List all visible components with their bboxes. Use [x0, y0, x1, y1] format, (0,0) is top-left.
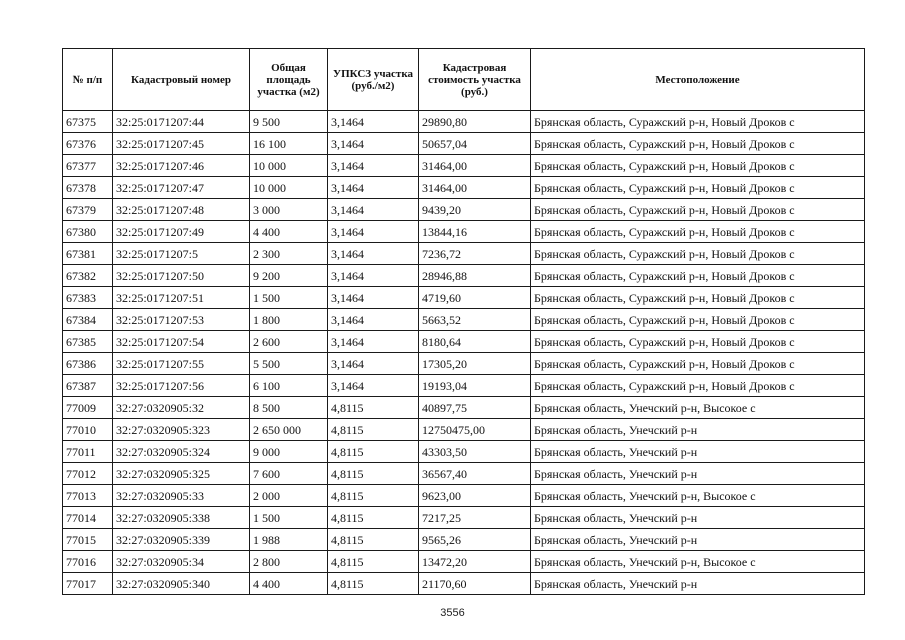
- cell-cadastral-number: 32:27:0320905:323: [113, 419, 250, 441]
- table-row: [63, 419, 865, 441]
- cell-value: 7217,25: [419, 507, 531, 529]
- cell-value: 36567,40: [419, 463, 531, 485]
- cell-value: 50657,04: [419, 133, 531, 155]
- table-row: [63, 331, 865, 353]
- table-row: [63, 397, 865, 419]
- cell-area: 5 500: [250, 353, 328, 375]
- cell-upksz: 4,8115: [328, 551, 419, 573]
- table-row: [63, 243, 865, 265]
- cell-area: 4 400: [250, 221, 328, 243]
- cell-row-number: 67385: [63, 331, 113, 353]
- cell-cadastral-number: 32:27:0320905:338: [113, 507, 250, 529]
- cell-upksz: 4,8115: [328, 419, 419, 441]
- cell-upksz: 3,1464: [328, 287, 419, 309]
- table-row: [63, 375, 865, 397]
- cell-upksz: 4,8115: [328, 463, 419, 485]
- table-row: [63, 507, 865, 529]
- cell-upksz: 3,1464: [328, 265, 419, 287]
- cell-value: 28946,88: [419, 265, 531, 287]
- cell-row-number: 77014: [63, 507, 113, 529]
- cell-cadastral-number: 32:25:0171207:53: [113, 309, 250, 331]
- cell-row-number: 77017: [63, 573, 113, 595]
- cell-area: 1 800: [250, 309, 328, 331]
- cell-area: 2 800: [250, 551, 328, 573]
- cell-value: 8180,64: [419, 331, 531, 353]
- cell-row-number: 77012: [63, 463, 113, 485]
- table-row: [63, 133, 865, 155]
- cell-value: 29890,80: [419, 111, 531, 133]
- cell-upksz: 4,8115: [328, 507, 419, 529]
- cell-value: 40897,75: [419, 397, 531, 419]
- cell-area: 2 600: [250, 331, 328, 353]
- cell-row-number: 67384: [63, 309, 113, 331]
- cell-upksz: 3,1464: [328, 177, 419, 199]
- cell-cadastral-number: 32:27:0320905:340: [113, 573, 250, 595]
- table-row: [63, 441, 865, 463]
- cell-location: Брянская область, Суражский р-н, Новый Дроков с: [531, 287, 865, 309]
- cell-area: 9 500: [250, 111, 328, 133]
- cell-area: 2 300: [250, 243, 328, 265]
- cell-row-number: 77015: [63, 529, 113, 551]
- cell-cadastral-number: 32:25:0171207:56: [113, 375, 250, 397]
- cell-location: Брянская область, Унечский р-н: [531, 419, 865, 441]
- cell-location: Брянская область, Суражский р-н, Новый Дроков с: [531, 177, 865, 199]
- cell-row-number: 77010: [63, 419, 113, 441]
- cell-location: Брянская область, Унечский р-н, Высокое с: [531, 485, 865, 507]
- cell-row-number: 67375: [63, 111, 113, 133]
- header-location: Местоположение: [531, 49, 865, 111]
- cell-value: 31464,00: [419, 177, 531, 199]
- cell-upksz: 3,1464: [328, 221, 419, 243]
- cell-location: Брянская область, Унечский р-н: [531, 507, 865, 529]
- cell-value: 4719,60: [419, 287, 531, 309]
- cell-location: Брянская область, Унечский р-н: [531, 463, 865, 485]
- table-row: [63, 155, 865, 177]
- cell-area: 10 000: [250, 177, 328, 199]
- table-row: [63, 309, 865, 331]
- cell-location: Брянская область, Унечский р-н: [531, 573, 865, 595]
- cell-location: Брянская область, Суражский р-н, Новый Дроков с: [531, 243, 865, 265]
- table-header-row: [63, 49, 865, 111]
- cell-upksz: 4,8115: [328, 485, 419, 507]
- cell-upksz: 3,1464: [328, 133, 419, 155]
- cell-upksz: 3,1464: [328, 375, 419, 397]
- cell-area: 4 400: [250, 573, 328, 595]
- cell-value: 7236,72: [419, 243, 531, 265]
- cell-row-number: 77013: [63, 485, 113, 507]
- cell-area: 6 100: [250, 375, 328, 397]
- header-cadastral-number: Кадастровый номер: [113, 49, 250, 111]
- cell-location: Брянская область, Суражский р-н, Новый Дроков с: [531, 331, 865, 353]
- table-row: [63, 111, 865, 133]
- cell-value: 17305,20: [419, 353, 531, 375]
- cell-location: Брянская область, Суражский р-н, Новый Дроков с: [531, 353, 865, 375]
- cell-cadastral-number: 32:27:0320905:325: [113, 463, 250, 485]
- table-row: [63, 221, 865, 243]
- cell-row-number: 67381: [63, 243, 113, 265]
- cell-cadastral-number: 32:25:0171207:47: [113, 177, 250, 199]
- page-number: 3556: [440, 607, 465, 619]
- cell-area: 7 600: [250, 463, 328, 485]
- cell-value: 19193,04: [419, 375, 531, 397]
- cell-cadastral-number: 32:27:0320905:34: [113, 551, 250, 573]
- cell-cadastral-number: 32:25:0171207:48: [113, 199, 250, 221]
- cell-cadastral-number: 32:25:0171207:50: [113, 265, 250, 287]
- cell-row-number: 67387: [63, 375, 113, 397]
- cell-cadastral-number: 32:25:0171207:51: [113, 287, 250, 309]
- cell-location: Брянская область, Унечский р-н, Высокое с: [531, 397, 865, 419]
- cell-location: Брянская область, Унечский р-н, Высокое с: [531, 551, 865, 573]
- cell-area: 10 000: [250, 155, 328, 177]
- cell-upksz: 3,1464: [328, 353, 419, 375]
- cell-area: 3 000: [250, 199, 328, 221]
- cell-row-number: 67378: [63, 177, 113, 199]
- cell-row-number: 67383: [63, 287, 113, 309]
- cell-cadastral-number: 32:27:0320905:32: [113, 397, 250, 419]
- cell-location: Брянская область, Суражский р-н, Новый Дроков с: [531, 199, 865, 221]
- cell-location: Брянская область, Суражский р-н, Новый Дроков с: [531, 221, 865, 243]
- cell-area: 1 500: [250, 507, 328, 529]
- cell-value: 12750475,00: [419, 419, 531, 441]
- cell-value: 13844,16: [419, 221, 531, 243]
- header-upksz: УПКСЗ участка (руб./м2): [328, 49, 419, 111]
- cell-cadastral-number: 32:27:0320905:339: [113, 529, 250, 551]
- cell-row-number: 67376: [63, 133, 113, 155]
- header-cadastral-value: Кадастровая стоимость участка (руб.): [419, 49, 531, 111]
- cell-cadastral-number: 32:25:0171207:44: [113, 111, 250, 133]
- cell-area: 9 000: [250, 441, 328, 463]
- table-row: [63, 485, 865, 507]
- cell-upksz: 4,8115: [328, 397, 419, 419]
- cell-value: 13472,20: [419, 551, 531, 573]
- cell-value: 5663,52: [419, 309, 531, 331]
- table-row: [63, 353, 865, 375]
- cell-row-number: 67377: [63, 155, 113, 177]
- cell-upksz: 3,1464: [328, 309, 419, 331]
- cell-row-number: 67386: [63, 353, 113, 375]
- cell-cadastral-number: 32:25:0171207:55: [113, 353, 250, 375]
- table-row: [63, 529, 865, 551]
- table-row: [63, 265, 865, 287]
- cell-location: Брянская область, Суражский р-н, Новый Дроков с: [531, 133, 865, 155]
- cell-cadastral-number: 32:25:0171207:45: [113, 133, 250, 155]
- cell-location: Брянская область, Суражский р-н, Новый Дроков с: [531, 111, 865, 133]
- table-row: [63, 199, 865, 221]
- table-row: [63, 287, 865, 309]
- cell-value: 9439,20: [419, 199, 531, 221]
- cell-area: 2 650 000: [250, 419, 328, 441]
- cell-cadastral-number: 32:25:0171207:5: [113, 243, 250, 265]
- table-row: [63, 551, 865, 573]
- table-row: [63, 177, 865, 199]
- cell-location: Брянская область, Унечский р-н: [531, 441, 865, 463]
- cell-upksz: 3,1464: [328, 155, 419, 177]
- cell-upksz: 3,1464: [328, 243, 419, 265]
- cell-location: Брянская область, Суражский р-н, Новый Дроков с: [531, 375, 865, 397]
- cell-upksz: 4,8115: [328, 529, 419, 551]
- cell-row-number: 67379: [63, 199, 113, 221]
- cell-value: 9623,00: [419, 485, 531, 507]
- cell-upksz: 4,8115: [328, 441, 419, 463]
- cell-location: Брянская область, Суражский р-н, Новый Дроков с: [531, 155, 865, 177]
- cell-cadastral-number: 32:25:0171207:46: [113, 155, 250, 177]
- cell-area: 16 100: [250, 133, 328, 155]
- cell-area: 8 500: [250, 397, 328, 419]
- table-row: [63, 463, 865, 485]
- cell-upksz: 3,1464: [328, 199, 419, 221]
- table-body: [63, 111, 865, 595]
- cadastral-table: [62, 48, 865, 595]
- cell-cadastral-number: 32:27:0320905:324: [113, 441, 250, 463]
- cell-area: 9 200: [250, 265, 328, 287]
- cell-row-number: 77009: [63, 397, 113, 419]
- cell-location: Брянская область, Унечский р-н: [531, 529, 865, 551]
- header-total-area: Общая площадь участка (м2): [250, 49, 328, 111]
- cell-upksz: 3,1464: [328, 111, 419, 133]
- cell-upksz: 4,8115: [328, 573, 419, 595]
- cell-row-number: 67382: [63, 265, 113, 287]
- cell-area: 1 500: [250, 287, 328, 309]
- cell-location: Брянская область, Суражский р-н, Новый Дроков с: [531, 265, 865, 287]
- cell-value: 21170,60: [419, 573, 531, 595]
- cell-row-number: 77016: [63, 551, 113, 573]
- cell-area: 1 988: [250, 529, 328, 551]
- cell-value: 31464,00: [419, 155, 531, 177]
- cell-cadastral-number: 32:27:0320905:33: [113, 485, 250, 507]
- cell-location: Брянская область, Суражский р-н, Новый Дроков с: [531, 309, 865, 331]
- cell-area: 2 000: [250, 485, 328, 507]
- cell-cadastral-number: 32:25:0171207:49: [113, 221, 250, 243]
- cell-value: 9565,26: [419, 529, 531, 551]
- table-row: [63, 573, 865, 595]
- cell-row-number: 67380: [63, 221, 113, 243]
- cell-row-number: 77011: [63, 441, 113, 463]
- cell-value: 43303,50: [419, 441, 531, 463]
- cell-upksz: 3,1464: [328, 331, 419, 353]
- header-row-number: № п/п: [63, 49, 113, 111]
- cell-cadastral-number: 32:25:0171207:54: [113, 331, 250, 353]
